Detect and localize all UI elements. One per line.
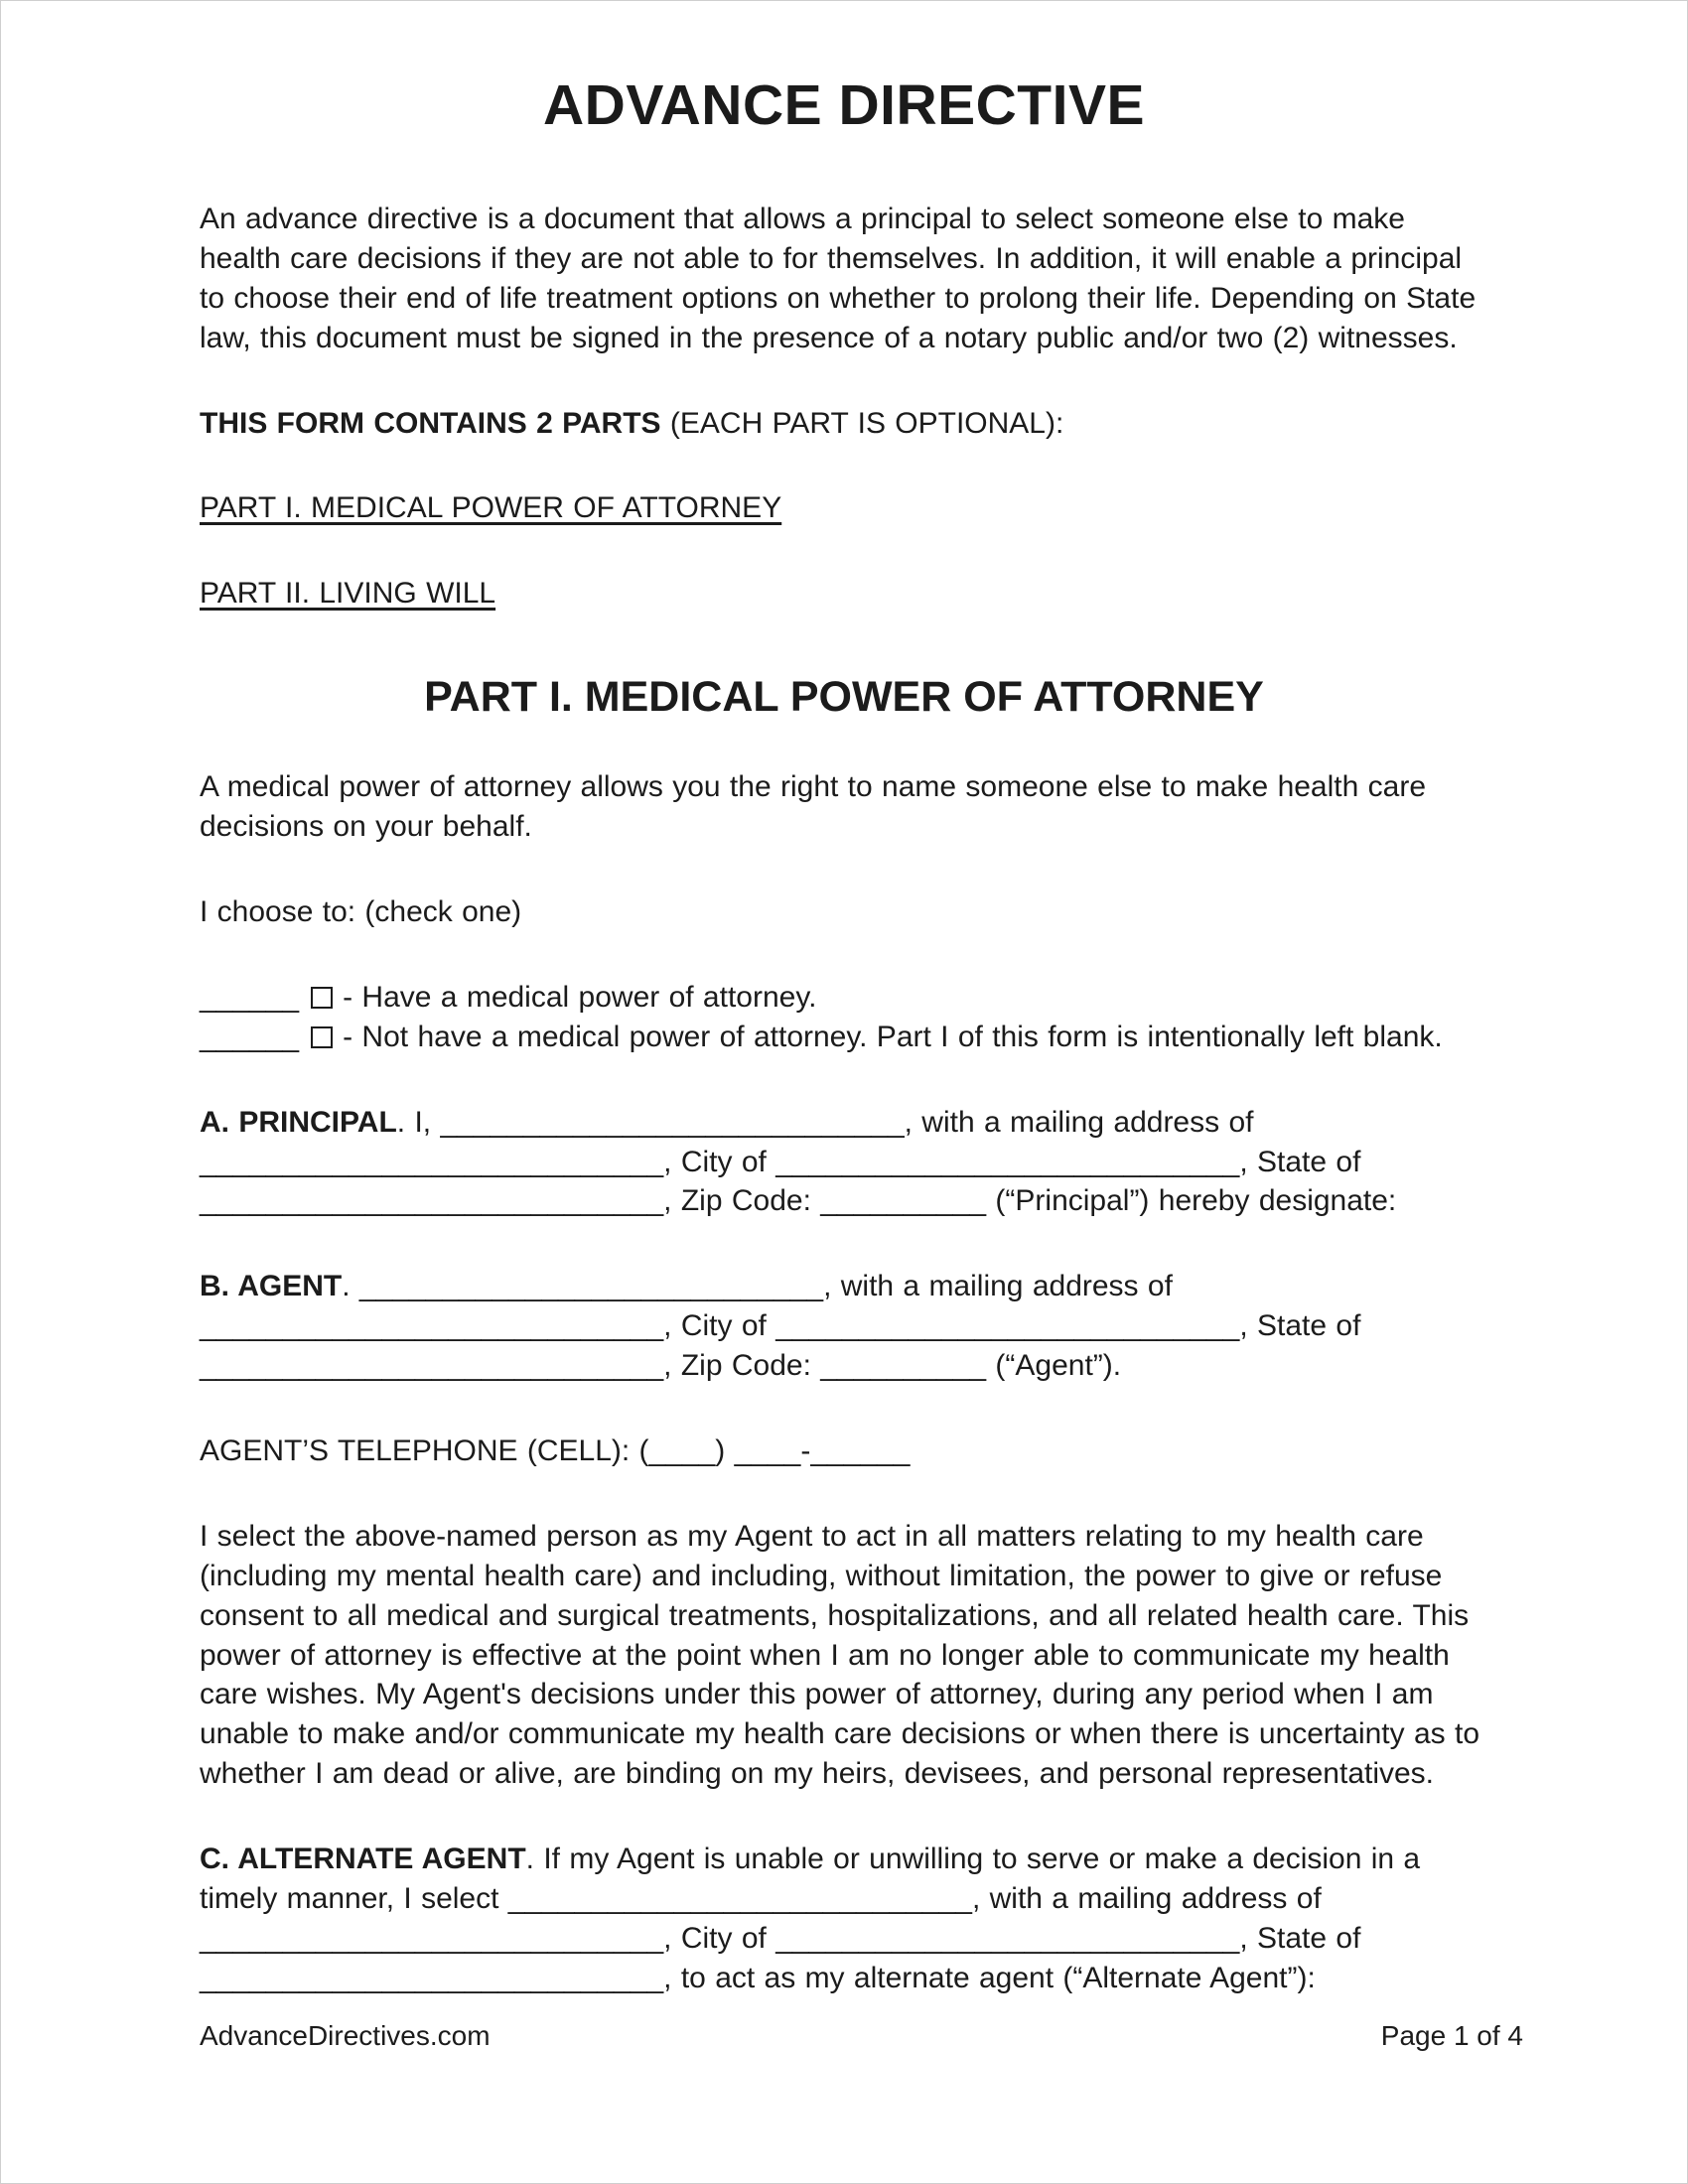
alternate-agent-label: C. ALTERNATE AGENT [200, 1843, 526, 1876]
option-have-label: - Have a medical power of attorney. [343, 980, 817, 1014]
part2-link-line [200, 574, 1488, 614]
footer-page-number: Page 1 of 4 [1380, 2020, 1523, 2051]
part1-description: A medical power of attorney allows you the right to name someone else to make health care decisions on your behalf. [200, 770, 1426, 844]
agent-text: . ____________________________, with a mailing address of ____________________________, City of ____________________________, State of ____________________________, Zip Code: __________ (“Agent”). [200, 1270, 1361, 1383]
page-title: ADVANCE DIRECTIVE [543, 73, 1145, 137]
agent-section [200, 1267, 1488, 1386]
part1-heading: PART I. MEDICAL POWER OF ATTORNEY [424, 673, 1264, 722]
fill-blank: ______ [200, 1020, 300, 1053]
alternate-agent-section [200, 1840, 1488, 1998]
alternate-agent-text: . If my Agent is unable or unwilling to serve or make a decision in a timely manner, I select ____________________________, with a mailing address of ____________________________, City of ____________________________, State of ____________________________, to act as my alternate agent (“Alternate Agent”): [200, 1843, 1421, 1994]
agent-phone-line: AGENT’S TELEPHONE (CELL): (____) ____-______ [200, 1434, 911, 1468]
footer-site-name: AdvanceDirectives.com [200, 2020, 491, 2051]
principal-label: A. PRINCIPAL [200, 1105, 397, 1139]
part1-link-line [200, 488, 1488, 528]
fill-blank: ______ [200, 980, 300, 1014]
form-parts-note [200, 404, 1488, 444]
form-parts-note-bold: THIS FORM CONTAINS 2 PARTS [200, 406, 661, 440]
form-parts-note-rest: (EACH PART IS OPTIONAL): [660, 406, 1064, 440]
agent-label: B. AGENT [200, 1270, 343, 1303]
option-have-line [200, 978, 1488, 1018]
choose-label: I choose to: (check one) [200, 895, 522, 929]
principal-section [200, 1103, 1488, 1222]
agent-powers-paragraph: I select the above-named person as my Agent to act in all matters relating to my health care (including my mental health care) and including, without limitation, the power to give or refuse consent to all medical and surgical treatments, hospitalizations, and all related health care. This power of attorney is effective at the point when I am no longer able to communicate my health care wishes. My Agent's decisions under this power of attorney, during any period when I am unable to make and/or communicate my health care decisions or when there is uncertainty as to whether I am dead or alive, are binding on my heirs, devisees, and personal representatives. [200, 1519, 1480, 1791]
intro-paragraph: An advance directive is a document that allows a principal to select someone else to make health care decisions if they are not able to for themselves. In addition, it will enable a principal to choose their end of life treatment options on whether to prolong their life. Depending on State law, this document must be signed in the presence of a notary public and/or two (2) witnesses. [200, 203, 1477, 354]
option-not-have-line [200, 1018, 1488, 1057]
part1-link[interactable]: PART I. MEDICAL POWER OF ATTORNEY [200, 491, 782, 525]
checkbox-not-have-icon[interactable] [311, 1026, 333, 1048]
page-footer [200, 2020, 1523, 2052]
option-not-have-label: - Not have a medical power of attorney. Part I of this form is intentionally left blank. [343, 1020, 1443, 1053]
principal-text: . I, ____________________________, with a mailing address of ____________________________, City of ____________________________, State of ____________________________, Zip Code: __________ (“Principal”) hereby designate: [200, 1105, 1397, 1218]
checkbox-have-icon[interactable] [311, 987, 333, 1009]
part2-link[interactable]: PART II. LIVING WILL [200, 577, 496, 611]
